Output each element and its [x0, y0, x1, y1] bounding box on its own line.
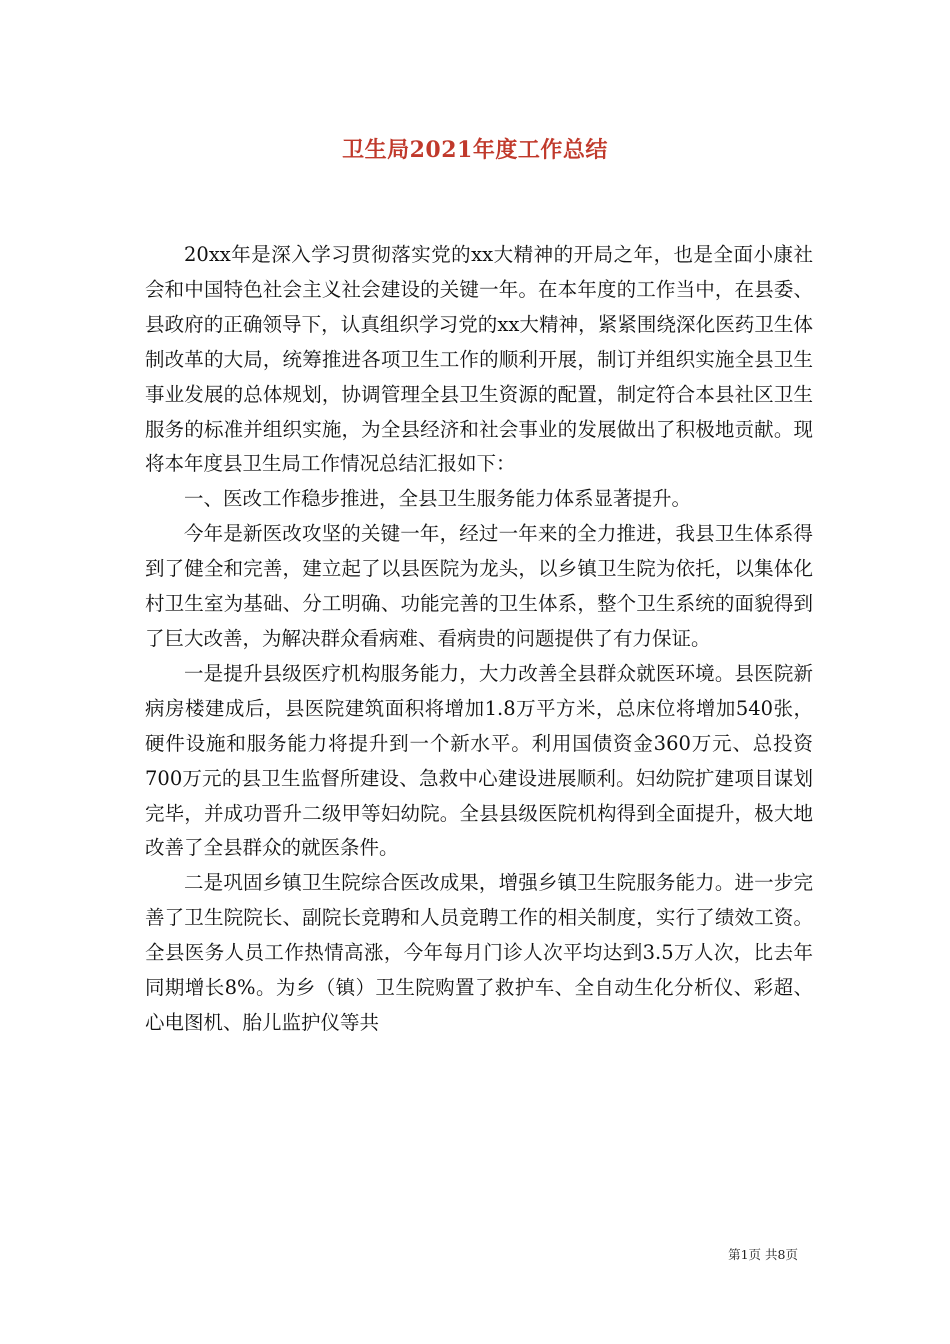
paragraph-section-heading: 一、医改工作稳步推进，全县卫生服务能力体系显著提升。 [184, 487, 692, 511]
paragraph-overview: 今年是新医改攻坚的关键一年，经过一年来的全力推进，我县卫生体系得到了健全和完善，建立起了以县医院为龙头，以乡镇卫生院为依托，以集体化村卫生室为基础、分工明确、功能完善的卫生体系，整个卫生系统的面貌得到了巨大改善，为解决群众看病难、看病贵的问题提供了有力保证。 [145, 522, 813, 650]
paragraph-intro: 20xx年是深入学习贯彻落实党的xx大精神的开局之年，也是全面小康社会和中国特色社会主义社会建设的关键一年。在本年度的工作当中，在县委、县政府的正确领导下，认真组织学习党的xx大精神，紧紧围绕深化医药卫生体制改革的大局，统筹推进各项卫生工作的顺利开展，制订并组织实施全县卫生事业发展的总体规划，协调管理全县卫生资源的配置，制定符合本县社区卫生服务的标准并组织实施，为全县经济和社会事业的发展做出了积极地贡献。现将本年度县卫生局工作情况总结汇报如下： [145, 243, 813, 476]
document-body [145, 238, 813, 1041]
page-number-footer: 第1页 共8页 [728, 1247, 798, 1262]
paragraph-point-two: 二是巩固乡镇卫生院综合医改成果，增强乡镇卫生院服务能力。进一步完善了卫生院院长、副院长竞聘和人员竞聘工作的相关制度，实行了绩效工资。全县医务人员工作热情高涨，今年每月门诊人次平均达到3.5万人次，比去年同期增长8%。为乡（镇）卫生院购置了救护车、全自动生化分析仪、彩超、心电图机、胎儿监护仪等共 [145, 871, 813, 1034]
document-title: 卫生局2021年度工作总结 [342, 137, 608, 163]
paragraph-point-one: 一是提升县级医疗机构服务能力，大力改善全县群众就医环境。县医院新病房楼建成后，县医院建筑面积将增加1.8万平方米，总床位将增加540张，硬件设施和服务能力将提升到一个新水平。利用国债资金360万元、总投资700万元的县卫生监督所建设、急救中心建设进展顺利。妇幼院扩建项目谋划完毕，并成功晋升二级甲等妇幼院。全县县级医院机构得到全面提升，极大地改善了全县群众的就医条件。 [145, 661, 813, 860]
